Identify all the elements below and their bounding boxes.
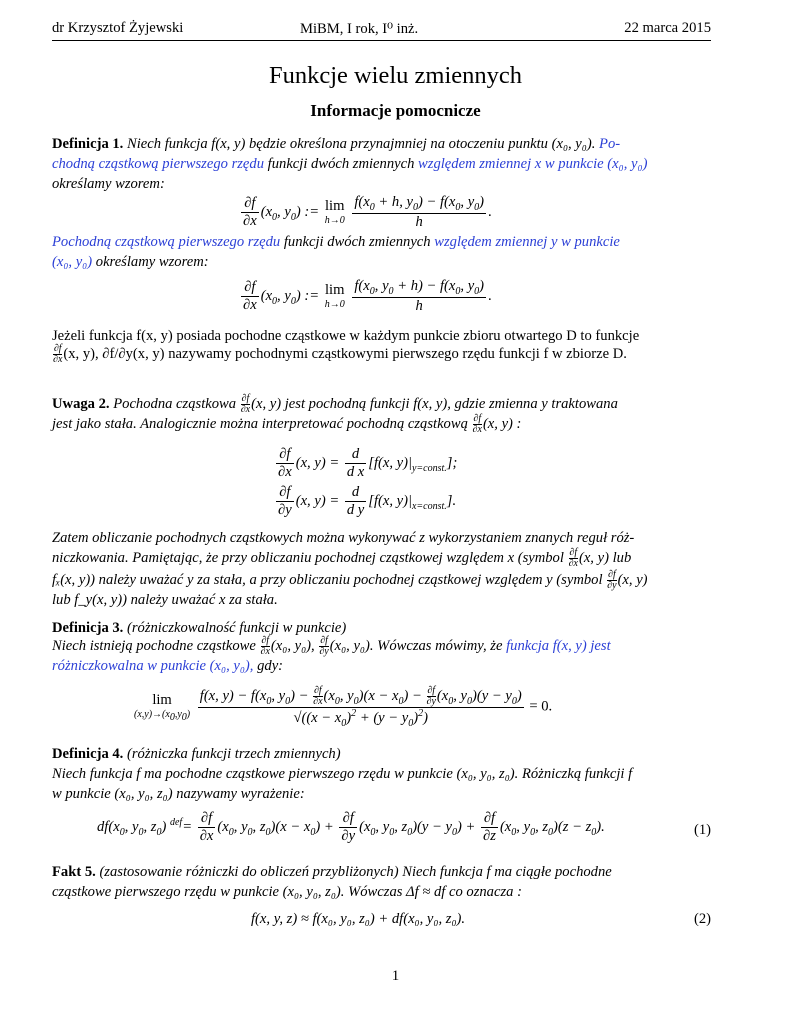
uwaga2-text1b: (x, y) jest pochodną funkcji f(x, y), gdzie zmienna y traktowana (251, 396, 618, 412)
eq-number-2: (2) (693, 911, 711, 927)
def4-line2: Niech funkcja f ma pochodne cząstkowe pierwszego rzędu w punkcie (x₀, y₀, z₀). Różniczką funkcji f (52, 766, 633, 782)
uwaga2-text5a: fₓ(x, y)) należy uważać y za stała, a przy obliczaniu pochodnej cząstkowej względem y (symbol (52, 572, 603, 588)
def3-text2a: Niech istnieją pochodne cząstkowe (52, 638, 256, 654)
def1-link-f[interactable]: (x₀, y₀) (52, 254, 93, 270)
uwaga2-line2: jest jako stała. Analogicznie można interpretować pochodną cząstkową $\frac{\partial f}{\partial x}$ (x, y) : (52, 413, 522, 436)
uwaga2-text2a: jest jako stała. Analogicznie można interpretować pochodną cząstkową (52, 416, 468, 432)
def1-label: Definicja 1. (52, 136, 124, 152)
def1-text: Niech funkcja f(x, y) będzie określona przynajmniej na otoczeniu punktu (x₀, y₀). (127, 136, 596, 152)
def3-text2c: (x₀, y₀). Wówczas mówimy, że (329, 638, 503, 654)
def1-link-a[interactable]: Po- (599, 136, 621, 152)
page-subtitle: Informacje pomocnicze (310, 101, 481, 120)
header-author: dr Krzysztof Żyjewski (52, 20, 184, 36)
def3-line1 (52, 618, 712, 638)
def1-line2 (52, 154, 712, 174)
def1-text4: funkcji dwóch zmiennych (283, 234, 431, 250)
uwaga2-label: Uwaga 2. (52, 396, 110, 412)
def3-subtitle: (różniczkowalność funkcji w punkcie) (127, 620, 347, 636)
def1-link-b[interactable]: chodną cząstkową pierwszego rzędu (52, 156, 265, 172)
def3-text3b: gdy: (257, 658, 284, 674)
def1-link-e[interactable]: względem zmiennej y w punkcie (434, 234, 620, 250)
def1-line7: $\frac{\partial f}{\partial x}$ (x, y), ∂f/∂y(x, y) nazywamy pochodnymi cząstkowymi pierwszego rzędu funkcji f w zbiorze D. (53, 343, 627, 366)
def3-formula: lim $(x,y)\to(x_0,y_0)$ f(x, $y) - f(x_0$, $y_0$) − $\frac{\partial f}{\partial x}$ ($x_0$, $y_0)(x - x_0)$ − $\frac{\partial f}{\partial y}$ ($x_0$, $y_0)(y - y_0)$ $√((x - x_0)^2 + (y - y_0)^2)$ = 0. (134, 685, 553, 729)
def1-text5: określamy wzorem: (95, 254, 209, 270)
def1-link-d[interactable]: Pochodną cząstkową pierwszego rzędu (52, 234, 281, 250)
def4-formula: $df(x_0$, $y_0$, $z_0$) $^{def}$= $\frac{\partial f}{\partial x}$ ($x_0$, $y_0$, $z_0)(x - x_0)$ + $\frac{\partial f}{\partial y}$ ($x_0$, $y_0$, $z_0)(y - y_0)$ + $\frac{\partial f}{\partial z}$ ($x_0$, $y_0$, $z_0)(z - z_0)$. (97, 810, 605, 844)
uwaga2-text2b: (x, y) : (482, 416, 522, 432)
def4-line3: w punkcie (x₀, y₀, z₀) nazywamy wyrażenie: (52, 786, 305, 802)
fakt5-line1 (52, 862, 712, 882)
page-title: Funkcje wielu zmiennych (268, 62, 523, 89)
uwaga2-line6: lub f_y(x, y)) należy uważać x za stała. (52, 592, 278, 608)
def4-subtitle: (różniczka funkcji trzech zmiennych) (127, 746, 341, 762)
def1-formula-x: $\frac{\partial f}{\partial x}$ ($x_0$, $y_0$) := lim h→0 $\frac{f(x_0 + h, y_0) - f(x_0, y_0)}{h}$ . (243, 194, 492, 230)
def1-line1 (52, 134, 712, 154)
def1-formula-y: $\frac{\partial f}{\partial x}$ ($x_0$, $y_0$) := lim h→0 $\frac{f(x_0, y_0 + h) - f(x_0, y_0)}{h}$ . (243, 278, 492, 314)
uwaga2-formula-b: $\frac{\partial f}{\partial y}$ (x, y) = $\frac{d}{\text{d y}}$ [f(x, $y)|_{x=const.}$]. (278, 484, 457, 518)
header-date: 22 marca 2015 (624, 20, 711, 36)
uwaga2-line4: niczkowania. Pamiętając, że przy obliczaniu pochodnej cząstkowej względem x (symbol $\frac{\partial f}{\partial x}$ (x, y) lub (52, 547, 632, 570)
fakt5-label: Fakt 5. (52, 864, 96, 880)
def3-label: Definicja 3. (52, 620, 124, 636)
page-number: 1 (391, 968, 400, 984)
uwaga2-line5: fₓ(x, y)) należy uważać y za stała, a przy obliczaniu pochodnej cząstkowej względem y (symbol $\frac{\partial f}{\partial y}$ (x, y) (52, 569, 648, 592)
def1-line6: Jeżeli funkcja f(x, y) posiada pochodne cząstkowe w każdym punkcie zbioru otwartego D to funkcje (52, 328, 640, 344)
def1-line3: określamy wzorem: (52, 176, 165, 192)
fakt5-line2: cząstkowe pierwszego rzędu w punkcie (x₀, y₀, z₀). Wówczas Δf ≈ df co oznacza : (52, 884, 522, 900)
uwaga2-text4a: niczkowania. Pamiętając, że przy obliczaniu pochodnej cząstkowej względem x (symbol (52, 550, 564, 566)
uwaga2-text1a: Pochodna cząstkowa (113, 396, 237, 412)
def4-line1 (52, 744, 712, 764)
fakt5-text1: (zastosowanie różniczki do obliczeń przybliżonych) Niech funkcja f ma ciągłe pochodne (99, 864, 612, 880)
header-rule (52, 40, 711, 41)
uwaga2-text5b: (x, y) (617, 572, 648, 588)
uwaga2-text4b: (x, y) lub (578, 550, 632, 566)
def3-line3 (52, 656, 712, 676)
def3-link-a[interactable]: funkcja f(x, y) jest (506, 638, 611, 654)
def3-link-b[interactable]: różniczkowalna w punkcie (x₀, y₀), (52, 658, 254, 674)
def1-line4 (52, 232, 712, 252)
eq-number-1: (1) (693, 822, 711, 838)
fakt5-formula: f(x, y, z) ≈ f(x₀, y₀, z₀) + df(x₀, y₀, z₀). (251, 911, 466, 927)
def1-text2: funkcji dwóch zmiennych (267, 156, 415, 172)
def4-label: Definicja 4. (52, 746, 124, 762)
def1-line5 (52, 252, 712, 272)
def1-link-c[interactable]: względem zmiennej x w punkcie (x₀, y₀) (418, 156, 648, 172)
uwaga2-line3: Zatem obliczanie pochodnych cząstkowych można wykonywać z wykorzystaniem znanych reguł róż- (52, 530, 635, 546)
def3-line2: Niech istnieją pochodne cząstkowe $\frac{\partial f}{\partial x}$ (x₀, y₀), $\frac{\partial f}{\partial y}$ (x₀, y₀). Wówczas mówimy, że funkcja f(x, y) jest (52, 635, 611, 658)
header-course: MiBM, I rok, I⁰ inż. (300, 21, 419, 37)
def1-text7: (x, y), ∂f/∂y(x, y) nazywamy pochodnymi cząstkowymi pierwszego rzędu funkcji f w zbiorze D. (63, 346, 627, 362)
uwaga2-formula-a: $\frac{\partial f}{\partial x}$ (x, y) = $\frac{d}{\text{d x}}$ [f(x, $y)|_{y=const.}$]; (278, 446, 458, 480)
def3-text2b: (x₀, y₀), (270, 638, 315, 654)
uwaga2-line1: Uwaga 2. Pochodna cząstkowa $\frac{\partial f}{\partial x}$ (x, y) jest pochodną funkcji f(x, y), gdzie zmienna y traktowana (52, 393, 618, 416)
